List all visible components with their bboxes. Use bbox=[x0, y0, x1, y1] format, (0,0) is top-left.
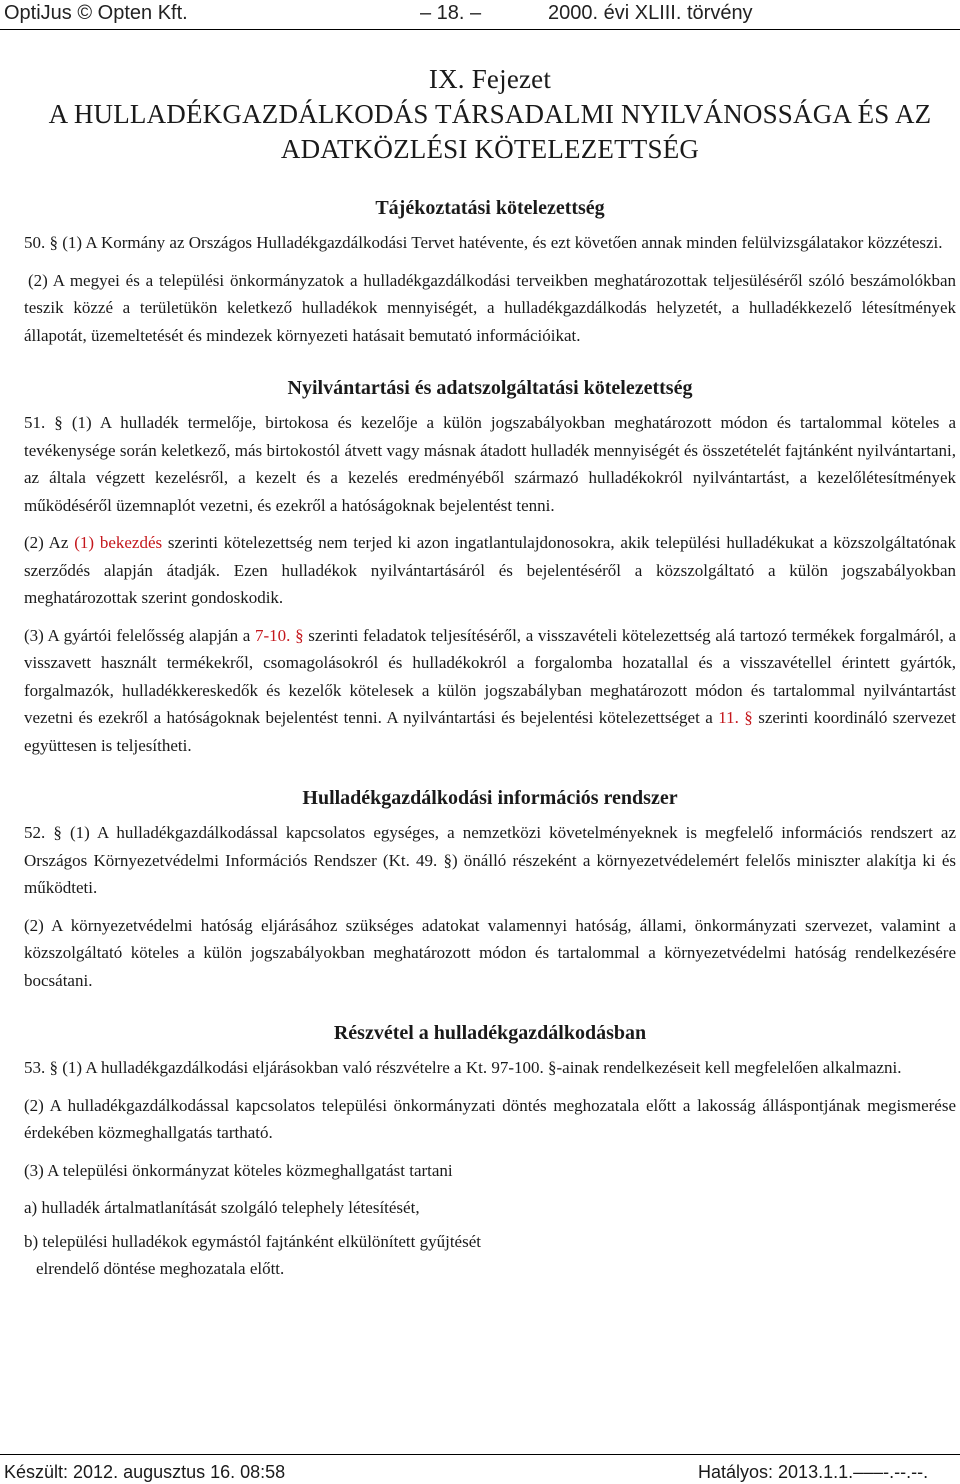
paragraph-50-2: (2) A megyei és a települési önkormányzatok a hulladékgazdálkodási terveikben meghatározottak teljesüléséről szóló beszámolókban teszik közzé a területükön keletkező hulladékok mennyiségét, a hulladékgazdálkodás helyzetét, a hulladékkezelő létesítmények állapotát, üzemeltetését és mindezek környezeti hatásait bemutató információikat. bbox=[24, 270, 956, 345]
section-title-reszvetel: Részvétel a hulladékgazdálkodásban bbox=[333, 1022, 647, 1044]
footer-divider bbox=[0, 1454, 960, 1455]
paragraph-50-1: 50. § (1) A Kormány az Országos Hulladékgazdálkodási Tervet hatévente, és ezt követően annak minden felülvizsgálatakor közzéteszi. bbox=[24, 233, 943, 252]
paragraph-51-3-text-a: (3) A gyártói felelősség alapján a bbox=[24, 625, 255, 645]
page-footer bbox=[0, 1454, 960, 1484]
chapter-heading bbox=[24, 62, 956, 167]
paragraph-51-2-text-a: (2) Az bbox=[24, 533, 75, 552]
header-page-number: – 18. – bbox=[420, 2, 482, 24]
list-item-b bbox=[24, 1228, 956, 1283]
document-body bbox=[24, 62, 956, 1293]
reference-link-bekezdes-1[interactable]: (1) bekezdés bbox=[74, 533, 163, 552]
chapter-title-line2: ADATKÖZLÉSI KÖTELEZETTSÉG bbox=[280, 134, 700, 164]
paragraph-53-2: (2) A hulladékgazdálkodással kapcsolatos települési önkormányzati döntés meghozatala előtt a lakosság álláspontjának megismerése érdekében közmeghallgatás tartható. bbox=[24, 1095, 956, 1142]
list-item-b-line1: b) települési hulladékok egymástól fajtánként elkülönített gyűjtését bbox=[24, 1231, 481, 1251]
header-publisher: OptiJus © Opten Kft. bbox=[4, 2, 188, 24]
header-law-title: 2000. évi XLIII. törvény bbox=[548, 2, 753, 24]
section-title-tajekoztatasi: Tájékoztatási kötelezettség bbox=[375, 197, 605, 219]
chapter-title-line1: A HULLADÉKGAZDÁLKODÁS TÁRSADALMI NYILVÁNOSSÁGA ÉS AZ bbox=[48, 99, 932, 129]
paragraph-52-2: (2) A környezetvédelmi hatóság eljárásához szükséges adatokat valamennyi hatóság, állami, önkormányzati szervezet, valamint a közszolgáltató köteles a külön jogszabályokban meghatározott módon és tartalommal a környezetvédelmi hatóság rendelkezésére bocsátani. bbox=[24, 915, 956, 990]
paragraph-53-3: (3) A települési önkormányzat köteles közmeghallgatást tartani bbox=[24, 1160, 453, 1180]
paragraph-52-1: 52. § (1) A hulladékgazdálkodással kapcsolatos egységes, a nemzetközi követelményeknek is megfelelő információs rendszert az Országos Környezetvédelmi Információs Rendszer (Kt. 49. §) önálló részeként a környezetvédelemért felelős miniszter alakítja ki és működteti. bbox=[24, 823, 956, 897]
list-53-3 bbox=[24, 1194, 956, 1283]
footer-created: Készült: 2012. augusztus 16. 08:58 bbox=[4, 1462, 286, 1482]
section-title-nyilvantartasi: Nyilvántartási és adatszolgáltatási kötelezettség bbox=[287, 377, 693, 399]
paragraph-51-3-text-c: szerinti koordináló szervezet együttesen is teljesítheti. bbox=[24, 708, 957, 755]
chapter-number: IX. Fejezet bbox=[428, 64, 552, 94]
section-title-informacios-rendszer: Hulladékgazdálkodási információs rendszer bbox=[302, 787, 678, 809]
list-item-b-line2: elrendelő döntése meghozatala előtt. bbox=[36, 1259, 285, 1278]
header-divider bbox=[0, 29, 960, 30]
spacer bbox=[24, 359, 956, 375]
reference-link-7-10[interactable]: 7-10. § bbox=[255, 625, 304, 645]
page-header bbox=[0, 0, 960, 28]
spacer bbox=[24, 1004, 956, 1020]
paragraph-51-3 bbox=[24, 622, 956, 760]
paragraph-51-2 bbox=[24, 529, 956, 612]
footer-effective: Hatályos: 2013.1.1.–––-.--.--. bbox=[698, 1462, 929, 1482]
list-item-a: a) hulladék ártalmatlanítását szolgáló telephely létesítését, bbox=[24, 1198, 420, 1217]
paragraph-53-1: 53. § (1) A hulladékgazdálkodási eljárásokban való részvételre a Kt. 97-100. §-ainak rendelkezéseit kell megfelelően alkalmazni. bbox=[24, 1058, 902, 1077]
paragraph-51-1: 51. § (1) A hulladék termelője, birtokosa és kezelője a külön jogszabályokban meghatározott módon és tartalommal köteles a tevékenysége során keletkező, más birtokostól átvett vagy másnak átadott hulladék mennyiségét és összetételét fajtánként nyilvántartani, az általa végzett kezelésről, a kezelt és a kezelés eredményéből származó hulladékokról nyilvántartást, a kezelőlétesítmények működéséről üzemnaplót vezetni, és ezekről a hatóságoknak bejelentést tenni. bbox=[24, 413, 956, 515]
paragraph-51-2-text-b: szerinti kötelezettség nem terjed ki azon ingatlantulajdonosokra, akik települési hulladékukat a közszolgáltatónak szerződés alapján átadják. Ezen hulladékok nyilvántartásáról és bejelentéséről a közszolgáltató a külön jogszabályokban meghatározottak szerint gondoskodik. bbox=[24, 533, 956, 607]
reference-link-11[interactable]: 11. § bbox=[718, 708, 753, 727]
paragraph-51-3-text-b: szerinti feladatok teljesítéséről, a visszavételi kötelezettség alá tartozó termékek forgalmáról, a visszavett használt termékekről, csomagolásokról és hulladékokról a forgalomba hozatallal és a visszavétellel érintett gyártók, forgalmazók, hulladékkereskedők és kezelők kötelesek a külön jogszabályban meghatározott módon és tartalommal nyilvántartást vezetni és ezekről a hatóságoknak bejelentést tenni. A nyilvántartási és bejelentési kötelezettséget a bbox=[24, 625, 956, 727]
spacer bbox=[24, 769, 956, 785]
